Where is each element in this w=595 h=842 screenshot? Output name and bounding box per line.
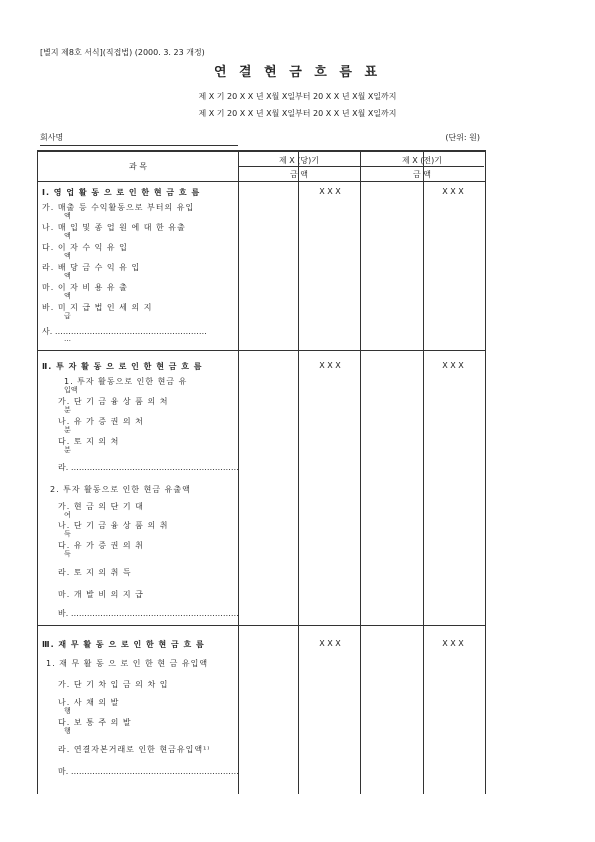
line-item: 바. ………………………………………………………	[58, 609, 239, 618]
line-item: 바. 미 지 급 법 인 세 의 지	[42, 303, 153, 312]
line-item: 다. 유 가 증 권 의 취	[58, 541, 144, 550]
cash-flow-table	[37, 150, 486, 794]
line-item-wrap: 급	[64, 312, 71, 320]
col-subject-header: 과 목	[129, 162, 147, 171]
line-item: 라. 연결자본거래로 인한 현금유입액¹⁾	[58, 745, 211, 754]
col-current-amount: 금 액	[290, 170, 308, 179]
line-item: 사. …………………………………………………	[42, 327, 207, 336]
line-item-wrap: 득	[64, 530, 71, 538]
line-item-wrap: …	[64, 335, 71, 343]
line-item: 가. 단 기 금 융 상 품 의 처	[58, 397, 169, 406]
prior-amount-placeholder: X X X	[442, 187, 464, 196]
col-divider	[360, 152, 361, 794]
line-item-wrap: 액	[64, 272, 71, 280]
col-divider	[423, 152, 424, 794]
section-investing-title: Ⅱ. 투 자 활 동 으 로 인 한 현 금 흐 름	[42, 362, 203, 371]
period-prior: 제 X 기 20 X X 년 X월 X일부터 20 X X 년 X월 X일까지	[198, 109, 397, 118]
line-item: 다. 보 통 주 의 발	[58, 718, 132, 727]
line-item: 마. 이 자 비 용 유 출	[42, 283, 128, 292]
line-item-wrap: 액	[64, 252, 71, 260]
line-item: 가. 매출 등 수익활동으로 부터의 유입	[42, 203, 195, 212]
line-item-wrap: 득	[64, 550, 71, 558]
company-name-line	[40, 145, 238, 146]
col-prior-amount: 금 액	[413, 170, 431, 179]
form-number: [별지 제8호 서식](직접법) (2000. 3. 23 개정)	[40, 48, 205, 57]
line-item-wrap: 행	[64, 707, 71, 715]
line-item: 라. 배 당 금 수 익 유 입	[42, 263, 141, 272]
line-item: 다. 토 지 의 처	[58, 437, 120, 446]
header-rule	[360, 166, 484, 167]
line-item: 나. 유 가 증 권 의 처	[58, 417, 144, 426]
line-item: 나. 매 입 및 종 업 원 에 대 한 유출	[42, 223, 186, 232]
section-divider	[38, 350, 485, 351]
header-rule	[238, 166, 360, 167]
document-title: 연 결 현 금 흐 름 표	[213, 65, 382, 80]
line-item-wrap: 분	[64, 406, 71, 414]
subsection-title: 1. 재 무 활 동 으 로 인 한 현 금 유입액	[46, 659, 209, 668]
unit-label: (단위: 원)	[445, 133, 480, 142]
section-financing-title: Ⅲ. 재 무 활 동 으 로 인 한 현 금 흐 름	[42, 640, 205, 649]
section-divider	[38, 625, 485, 626]
line-item: 라. 토 지 의 취 득	[58, 568, 132, 577]
line-item: 마. 개 발 비 의 지 급	[58, 590, 144, 599]
line-item-wrap: 분	[64, 426, 71, 434]
col-current-header: 제 X (당)기	[279, 156, 319, 165]
col-divider	[298, 152, 299, 794]
line-item-wrap: 분	[64, 446, 71, 454]
company-name-label: 회사명	[40, 133, 64, 142]
line-item: 다. 이 자 수 익 유 입	[42, 243, 128, 252]
line-item-wrap: 액	[64, 232, 71, 240]
current-amount-placeholder: X X X	[319, 639, 341, 648]
current-amount-placeholder: X X X	[319, 361, 341, 370]
line-item-wrap: 여	[64, 511, 71, 519]
line-item-wrap: 액	[64, 292, 71, 300]
prior-amount-placeholder: X X X	[442, 361, 464, 370]
line-item: 나. 사 채 의 발	[58, 698, 120, 707]
prior-amount-placeholder: X X X	[442, 639, 464, 648]
line-item-wrap: 입액	[64, 386, 78, 394]
subsection-title: 1. 투자 활동으로 인한 현금 유	[64, 377, 188, 386]
line-item: 라. ………………………………………………………	[58, 463, 239, 472]
line-item: 가. 현 금 의 단 기 대	[58, 502, 144, 511]
line-item-wrap: 행	[64, 727, 71, 735]
header-bottom-rule	[38, 181, 485, 182]
col-divider	[238, 152, 239, 794]
line-item: 가. 단 기 차 입 금 의 차 입	[58, 680, 169, 689]
period-current: 제 X 기 20 X X 년 X월 X일부터 20 X X 년 X월 X일까지	[198, 92, 397, 101]
subsection-title: 2. 투자 활동으로 인한 현금 유출액	[50, 485, 191, 494]
line-item-wrap: 액	[64, 212, 71, 220]
line-item: 마. ………………………………………………………	[58, 767, 239, 776]
line-item: 나. 단 기 금 융 상 품 의 취	[58, 521, 169, 530]
col-prior-header: 제 X (전)기	[402, 156, 442, 165]
current-amount-placeholder: X X X	[319, 187, 341, 196]
section-operating-title: Ⅰ. 영 업 활 동 으 로 인 한 현 금 흐 름	[42, 188, 201, 197]
